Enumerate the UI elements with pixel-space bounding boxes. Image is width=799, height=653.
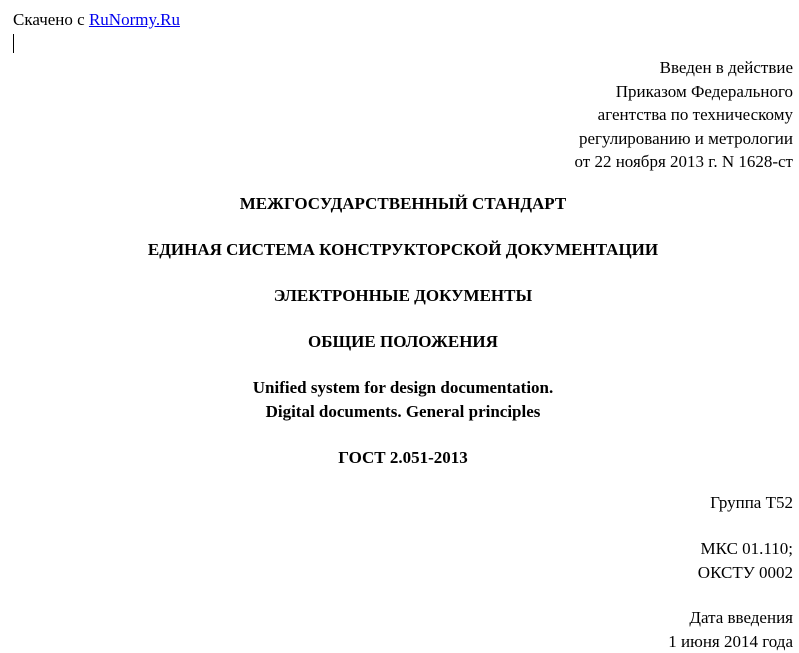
text-cursor xyxy=(13,34,14,53)
gost-number xyxy=(0,446,799,470)
enactment-line: регулированию и метрологии xyxy=(575,127,794,151)
enactment-line: агентства по техническому xyxy=(575,103,794,127)
enactment-line: Введен в действие xyxy=(575,56,794,80)
introduction-date-line: Дата введения xyxy=(668,606,793,630)
code-line: МКС 01.110; xyxy=(698,537,793,561)
source-line xyxy=(13,8,180,32)
enactment-line: Приказом Федерального xyxy=(575,80,794,104)
interstate-standard-heading xyxy=(0,192,799,216)
english-title xyxy=(0,376,799,423)
heading-text: ОБЩИЕ ПОЛОЖЕНИЯ xyxy=(0,330,799,354)
general-heading xyxy=(0,330,799,354)
group-line: Группа Т52 xyxy=(710,491,793,515)
introduction-date-line: 1 июня 2014 года xyxy=(668,630,793,653)
codes-block xyxy=(698,537,793,584)
gost-number-text: ГОСТ 2.051-2013 xyxy=(0,446,799,470)
system-heading xyxy=(0,238,799,262)
documents-heading xyxy=(0,284,799,308)
group-block xyxy=(710,491,793,515)
heading-text: ЭЛЕКТРОННЫЕ ДОКУМЕНТЫ xyxy=(0,284,799,308)
english-title-line: Unified system for design documentation. xyxy=(0,376,799,400)
source-prefix: Скачено с xyxy=(13,10,89,29)
heading-text: ЕДИНАЯ СИСТЕМА КОНСТРУКТОРСКОЙ ДОКУМЕНТАЦИИ xyxy=(0,238,799,262)
english-title-line: Digital documents. General principles xyxy=(0,400,799,424)
runormy-link[interactable]: RuNormy.Ru xyxy=(89,10,180,29)
code-line: ОКСТУ 0002 xyxy=(698,561,793,585)
enactment-block xyxy=(575,56,794,174)
enactment-line: от 22 ноября 2013 г. N 1628-ст xyxy=(575,150,794,174)
heading-text: МЕЖГОСУДАРСТВЕННЫЙ СТАНДАРТ xyxy=(0,192,799,216)
introduction-date-block xyxy=(668,606,793,653)
